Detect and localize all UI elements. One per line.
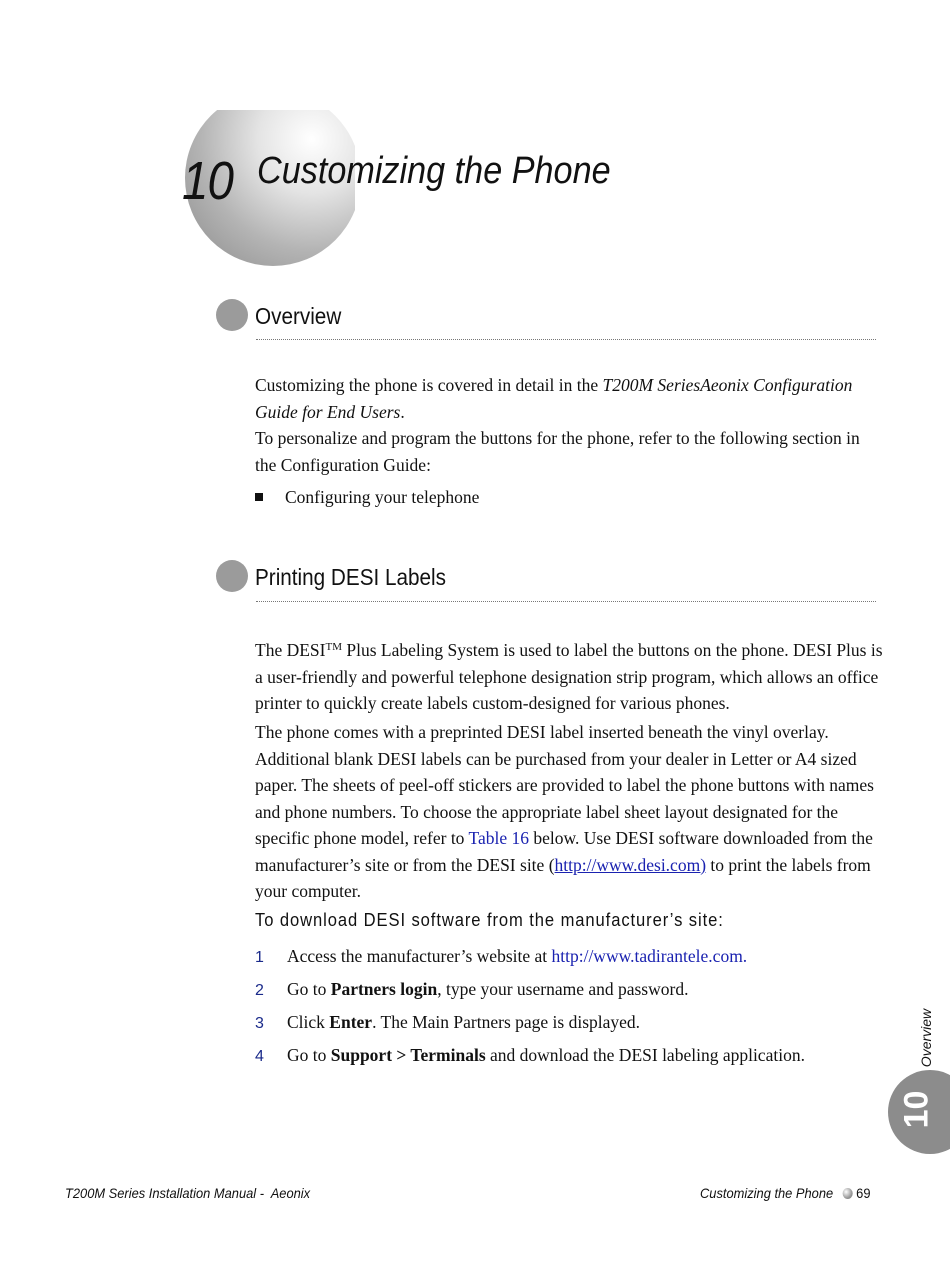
config-guide-title: T200M SeriesAeonix Configuration Guide for End Users	[255, 375, 853, 422]
chapter-side-tab	[888, 1070, 950, 1154]
overview-paragraph-2: To personalize and program the buttons for the phone, refer to the following section in the Configuration Guide:	[255, 428, 860, 475]
overview-heading: Overview	[255, 303, 342, 329]
table-16-link[interactable]: Table 16	[468, 828, 529, 848]
section-bullet-icon	[216, 299, 248, 331]
side-tab-label: Overview	[918, 1008, 934, 1068]
desi-paragraph-2: The phone comes with a preprinted DESI label inserted beneath the vinyl overlay. Additional blank DESI labels can be purchased from your dealer in Letter or A4 sized paper. The sheets of peel-off stickers are provided to label the phone buttons with names and phone numbers. To choose the appropriate label sheet layout designated for the specific phone model, refer to Table 16 below. Use DESI software downloaded from the manufacturer’s site or from the DESI site (http://www.desi.com) to print the labels from your computer.	[255, 722, 874, 901]
procedure-heading: To download DESI software from the manufacturer’s site:	[255, 910, 724, 930]
list-item: Configuring your telephone	[255, 484, 479, 510]
list-item: 2 Go to Partners login, type your username and password.	[255, 979, 689, 999]
desi-paragraph-1: The DESI™ Plus Labeling System is used to label the buttons on the phone. DESI Plus is a user-friendly and powerful telephone designation strip program, which allows an office printer to quickly create labels custom-designed for various phones.	[255, 640, 883, 713]
footer-chapter-name: Customizing the Phone	[700, 1185, 834, 1201]
chapter-number: 10	[182, 151, 234, 211]
list-item: 3 Click Enter. The Main Partners page is displayed.	[255, 1012, 641, 1032]
footer-page-info	[700, 1185, 871, 1201]
desi-site-link[interactable]: http://www.desi.com)	[554, 854, 707, 875]
section-bullet-icon	[216, 560, 248, 592]
page-ball-icon	[842, 1188, 852, 1199]
footer-manual-title: T200M Series Installation Manual - Aeonix	[65, 1185, 311, 1201]
section-divider	[256, 339, 876, 340]
side-tab-number: 10	[897, 1090, 936, 1129]
page-number: 69	[856, 1185, 871, 1201]
square-bullet-icon	[255, 493, 263, 501]
overview-paragraph-1: Customizing the phone is covered in detail in the T200M SeriesAeonix Configuration Guide for End Users.	[255, 375, 853, 422]
desi-heading: Printing DESI Labels	[255, 564, 447, 590]
manufacturer-website-link[interactable]: http://www.tadirantele.com.	[551, 946, 748, 966]
list-item: 1 Access the manufacturer’s website at http://www.tadirantele.com.	[255, 946, 748, 966]
trademark-superscript: TM	[325, 641, 342, 653]
section-divider	[256, 601, 876, 602]
chapter-title: Customizing the Phone	[257, 150, 611, 192]
list-item: 4 Go to Support > Terminals and download the DESI labeling application.	[255, 1045, 805, 1065]
